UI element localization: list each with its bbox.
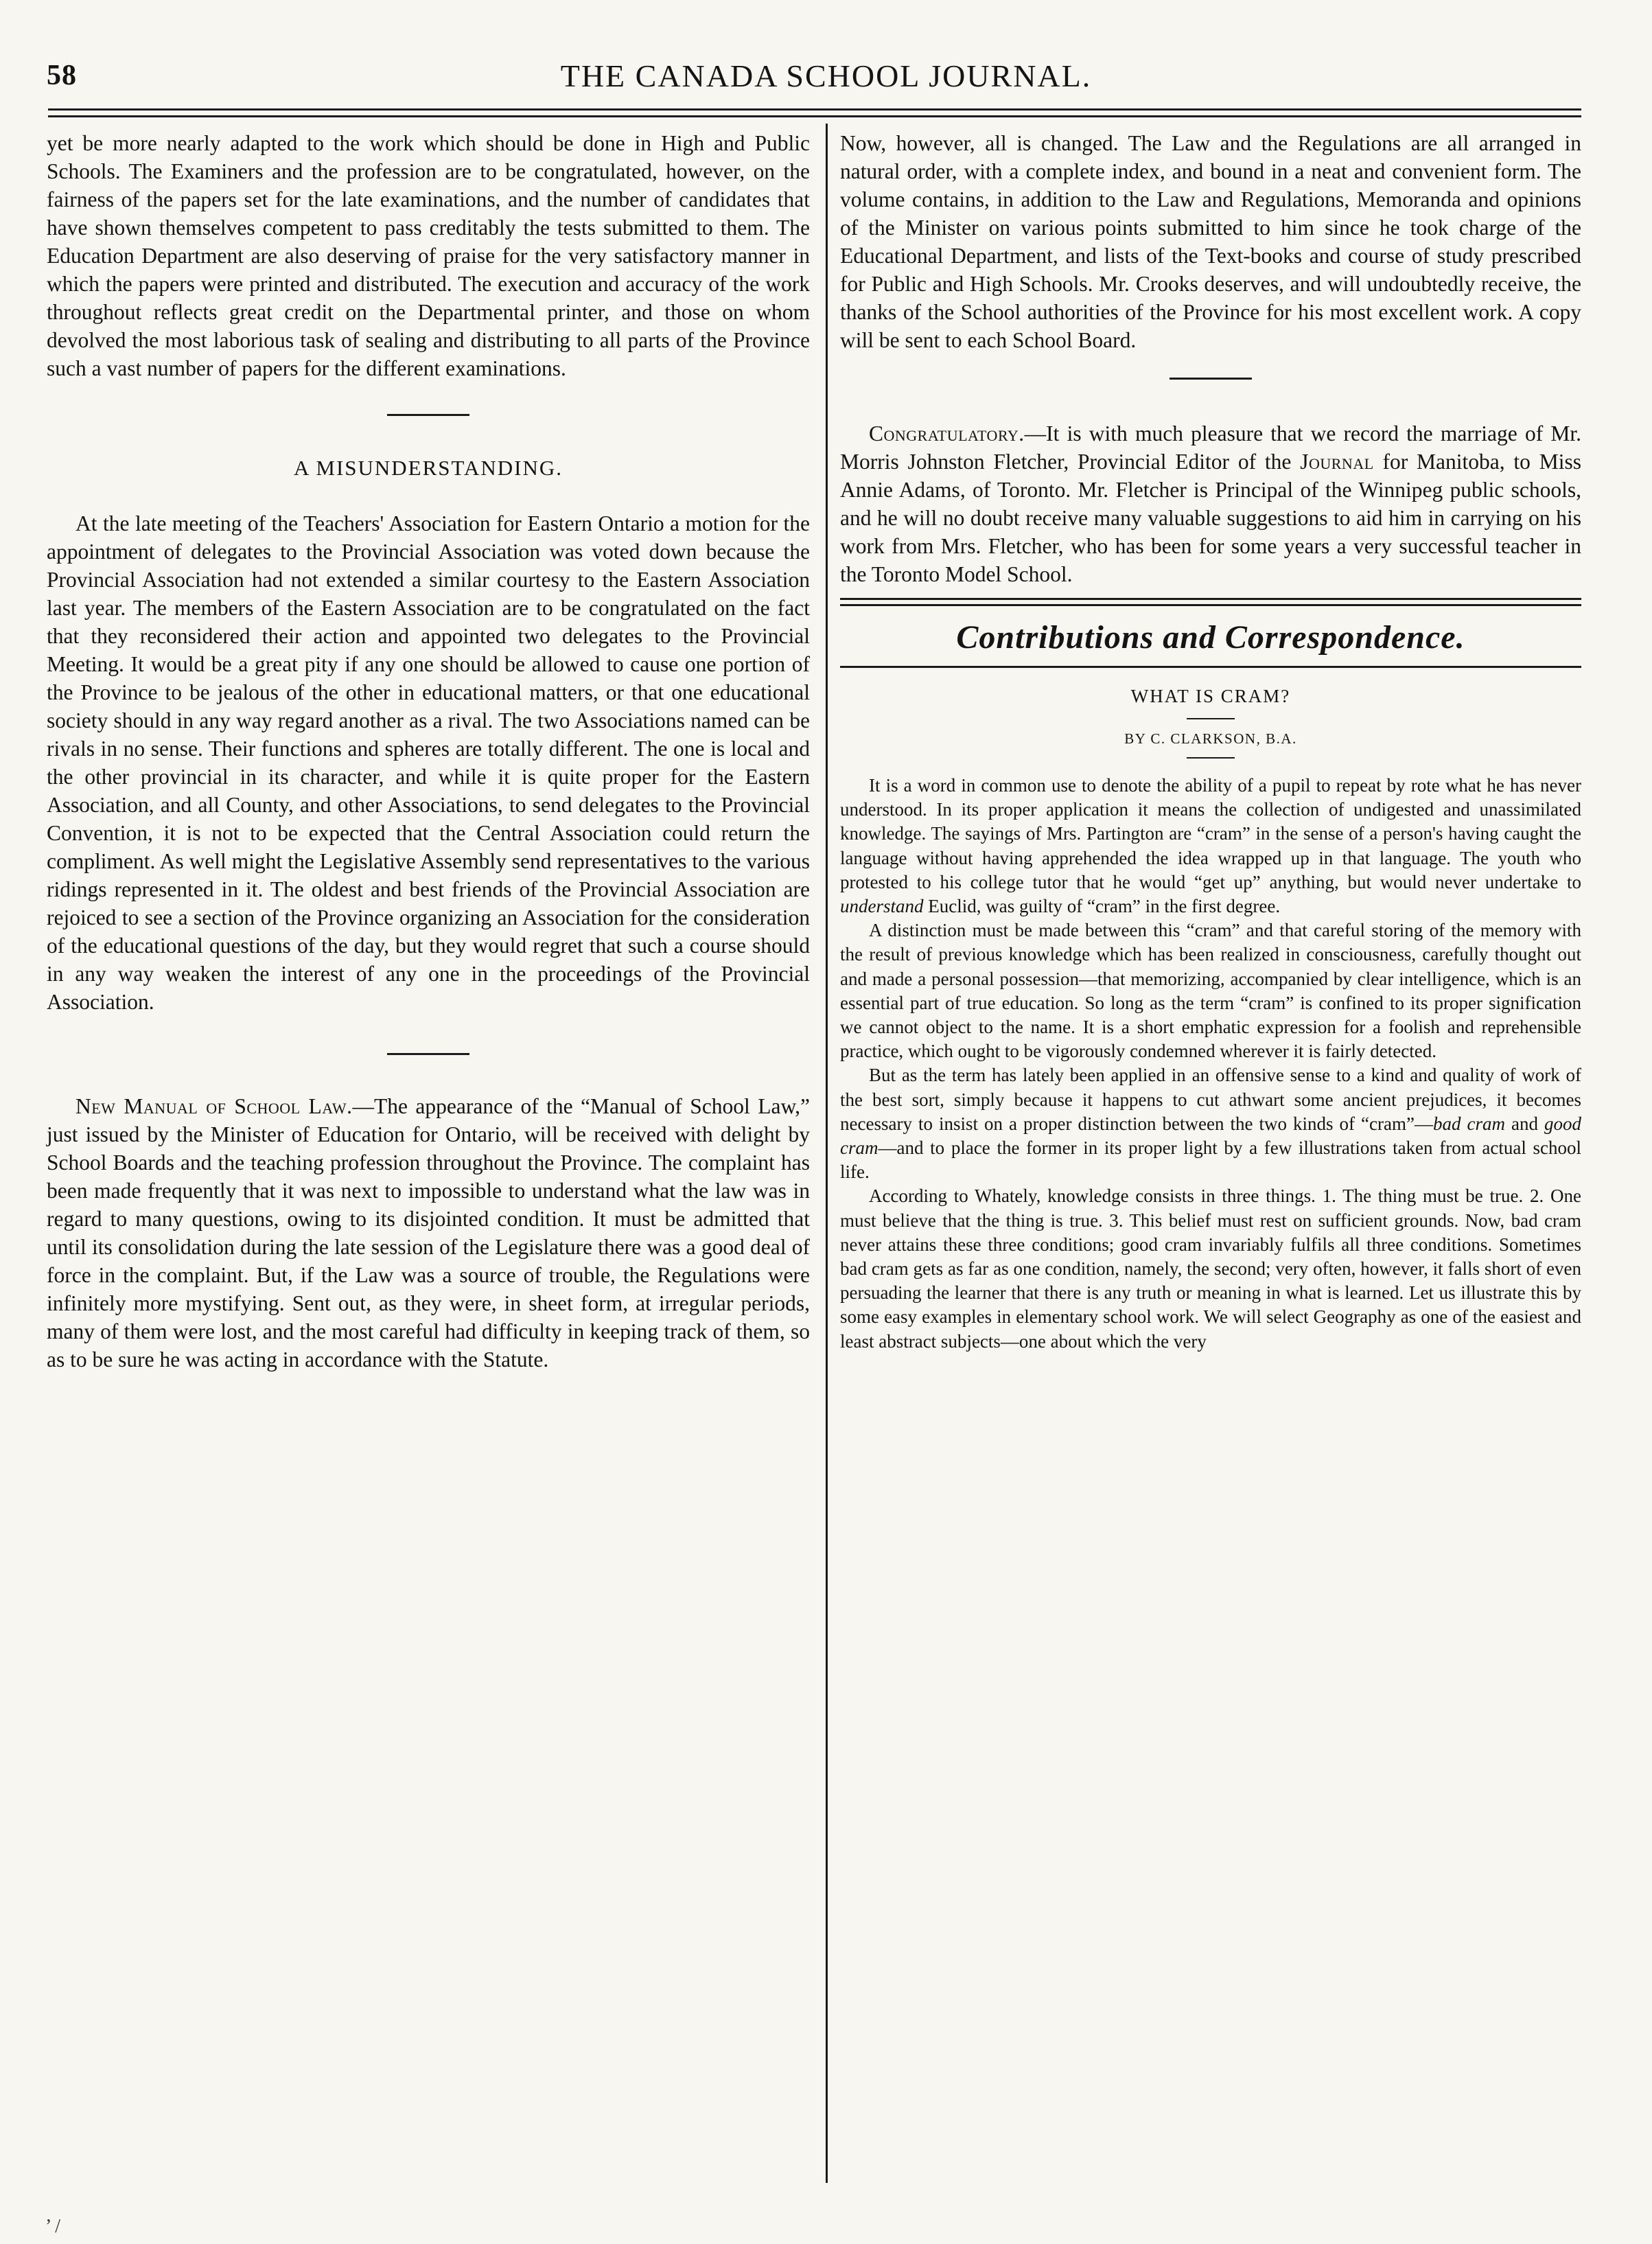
left-column (47, 129, 810, 1374)
emphasis-understand: understand (840, 896, 924, 917)
right-column (840, 129, 1581, 1354)
paragraph-congratulatory (840, 419, 1581, 588)
header-rule (48, 108, 1581, 111)
page-number: 58 (47, 60, 77, 91)
paragraph-cram-3 (840, 1063, 1581, 1184)
footer-mark: ’ / (45, 2216, 61, 2237)
byline: BY C. CLARKSON, B.A. (1124, 730, 1297, 747)
paragraph-cram-4: According to Whately, knowledge consists in three things. 1. The thing must be true. 2. One must believe that the thing is true. 3. This belief must rest on sufficient grounds. Now, bad cram never attains these three conditions; good cram invariably fulfils all three conditions. Sometimes bad cram gets as far as one condition, namely, the second; very often, however, it falls short of even persuading the learner that there is any truth or meaning in what is learned. Let us illustrate this by some easy examples in elementary school work. We will select Geography as one of the easiest and least abstract subjects—one about which the very (840, 1185, 1581, 1352)
journal-name: Journal (1300, 450, 1374, 474)
cram3-text: But as the term has lately been applied in an offensive sense to a kind and quality of work of the best sort, simply because it happens to cut athwart some ancient prejudices, it becomes necessary to insist on a proper distinction between the two kinds of “cram”— (840, 1065, 1581, 1134)
cram-text: It is a word in common use to denote the ability of a pupil to repeat by rote what he has never understood. In its proper application it means the collection of undigested and unassimilated knowledge. The sayings of Mrs. Partington are “cram” in the sense of a person's having caught the language without having apprehended the idea wrapped up in that language. The youth who protested to his college tutor that he would “get up” anything, but would never undertake to (840, 775, 1581, 892)
cram3-and: and (1504, 1113, 1544, 1134)
heading-misunderstanding: A MISUNDERSTANDING. (293, 456, 563, 480)
paragraph-manual (47, 1092, 810, 1374)
congrat-text-end: for Manitoba, to Miss Annie Adams, of Toronto. Mr. Fletcher is Principal of the Winnipeg public schools, and he will no doubt receive many valuable suggestions to aid him in carrying on his work from Mrs. Fletcher, who has been for some years a very successful teacher in the Toronto Model School. (840, 450, 1581, 586)
paragraph-examinations: yet be more nearly adapted to the work which should be done in High and Public Schools. The Examiners and the profession are to be congratulated, however, on the fairness of the papers set for the late examinations, and the number of candidates that have shown themselves competent to pass creditably the tests submitted to them. The Education Department are also deserving of praise for the very satisfactory manner in which the papers were printed and distributed. The execution and accuracy of the work throughout reflects great credit on the Departmental printer, and those on whom devolved the most laborious task of sealing and distributing to all parts of the Province such a vast number of papers for the different examinations. (47, 131, 810, 380)
paragraph-cram-1 (840, 774, 1581, 918)
column-divider (826, 124, 828, 2183)
header-rule-double (48, 115, 1581, 117)
paragraph-manual-continued: Now, however, all is changed. The Law and the Regulations are all arranged in natural order, with a complete index, and bound in a neat and convenient form. The volume contains, in addition to the Law and Regulations, Memoranda and opinions of the Minister on various points submitted to him since he took charge of the Educational Department, and lists of the Text-books and course of study prescribed for Public and High Schools. Mr. Crooks deserves, and will undoubtedly receive, the thanks of the School authorities of the Province for his most excellent work. A copy will be sent to each School Board. (840, 131, 1581, 352)
manual-lead: New Manual of School Law. (75, 1094, 353, 1118)
running-head: THE CANADA SCHOOL JOURNAL. (560, 58, 1092, 93)
congrat-text: —It is with much pleasure that we record the marriage of Mr. Morris Johnston Fletcher, Provincial Editor of the (840, 421, 1581, 474)
section-title: Contributions and Correspondence. (956, 619, 1465, 656)
paragraph-misunderstanding: At the late meeting of the Teachers' Association for Eastern Ontario a motion for the appointment of delegates to the Provincial Association was voted down because the Provincial Association had not extended a similar courtesy to the Eastern Association last year. The members of the Eastern Association are to be congratulated on the fact that they reconsidered their action and appointed two delegates to the Provincial Meeting. It would be a great pity if any one should be allowed to cause one portion of the Province to be jealous of the other in educational matters, or that one educational society should in any way regard another as a rival. The two Associations named can be rivals in no sense. Their functions and spheres are totally different. The one is local and the other provincial in its character, and while it is quite proper for the Eastern Association, and all County, and other Associations, to send delegates to the Provincial Convention, it is not to be expected that the Central Association could return the compliment. As well might the Legislative Assembly send representatives to the various ridings represented in it. The oldest and best friends of the Provincial Association are rejoiced to see a section of the Province organizing an Association for the consideration of the educational questions of the day, but they would regret that such a course should in any way weaken the interest of any one in the proceedings of the Provincial Association. (47, 511, 810, 1014)
cram3-end: —and to place the former in its proper light by a few illustrations taken from actual school life. (840, 1137, 1581, 1183)
manual-body: —The appearance of the “Manual of School Law,” just issued by the Minister of Education for Ontario, will be received with delight by School Boards and the teaching profession throughout the Province. The complaint has been made frequently that it was next to impossible to understand what the law was in regard to many questions, owing to its disjointed condition. It must be admitted that until its consolidation during the late session of the Legislature there was a good deal of force in the complaint. But, if the Law was a source of trouble, the Regulations were infinitely more mystifying. Sent out, as they were, in sheet form, at irregular periods, many of them were lost, and the most careful had difficulty in keeping track of them, so as to be sure he was acting in accordance with the Statute. (47, 1094, 810, 1372)
emphasis-bad-cram: bad cram (1432, 1113, 1505, 1134)
congrat-lead: Congratulatory. (869, 421, 1025, 446)
paragraph-cram-2: A distinction must be made between this “cram” and that careful storing of the memory with the result of previous knowledge which has been realized in consciousness, carefully thought out and made a personal possession—that memorizing, accompanied by clear intelligence, which is an essential part of true education. So long as the term “cram” is confined to its proper signification we cannot object to the name. It is a short emphatic expression for a foolish and reprehensible practice, which ought to be vigorously condemned wherever it is fairly detected. (840, 920, 1581, 1062)
cram-text-end: Euclid, was guilty of “cram” in the first degree. (923, 896, 1281, 917)
article-title: WHAT IS CRAM? (1130, 686, 1291, 706)
emphasis-good-cram: good cram (840, 1113, 1581, 1159)
